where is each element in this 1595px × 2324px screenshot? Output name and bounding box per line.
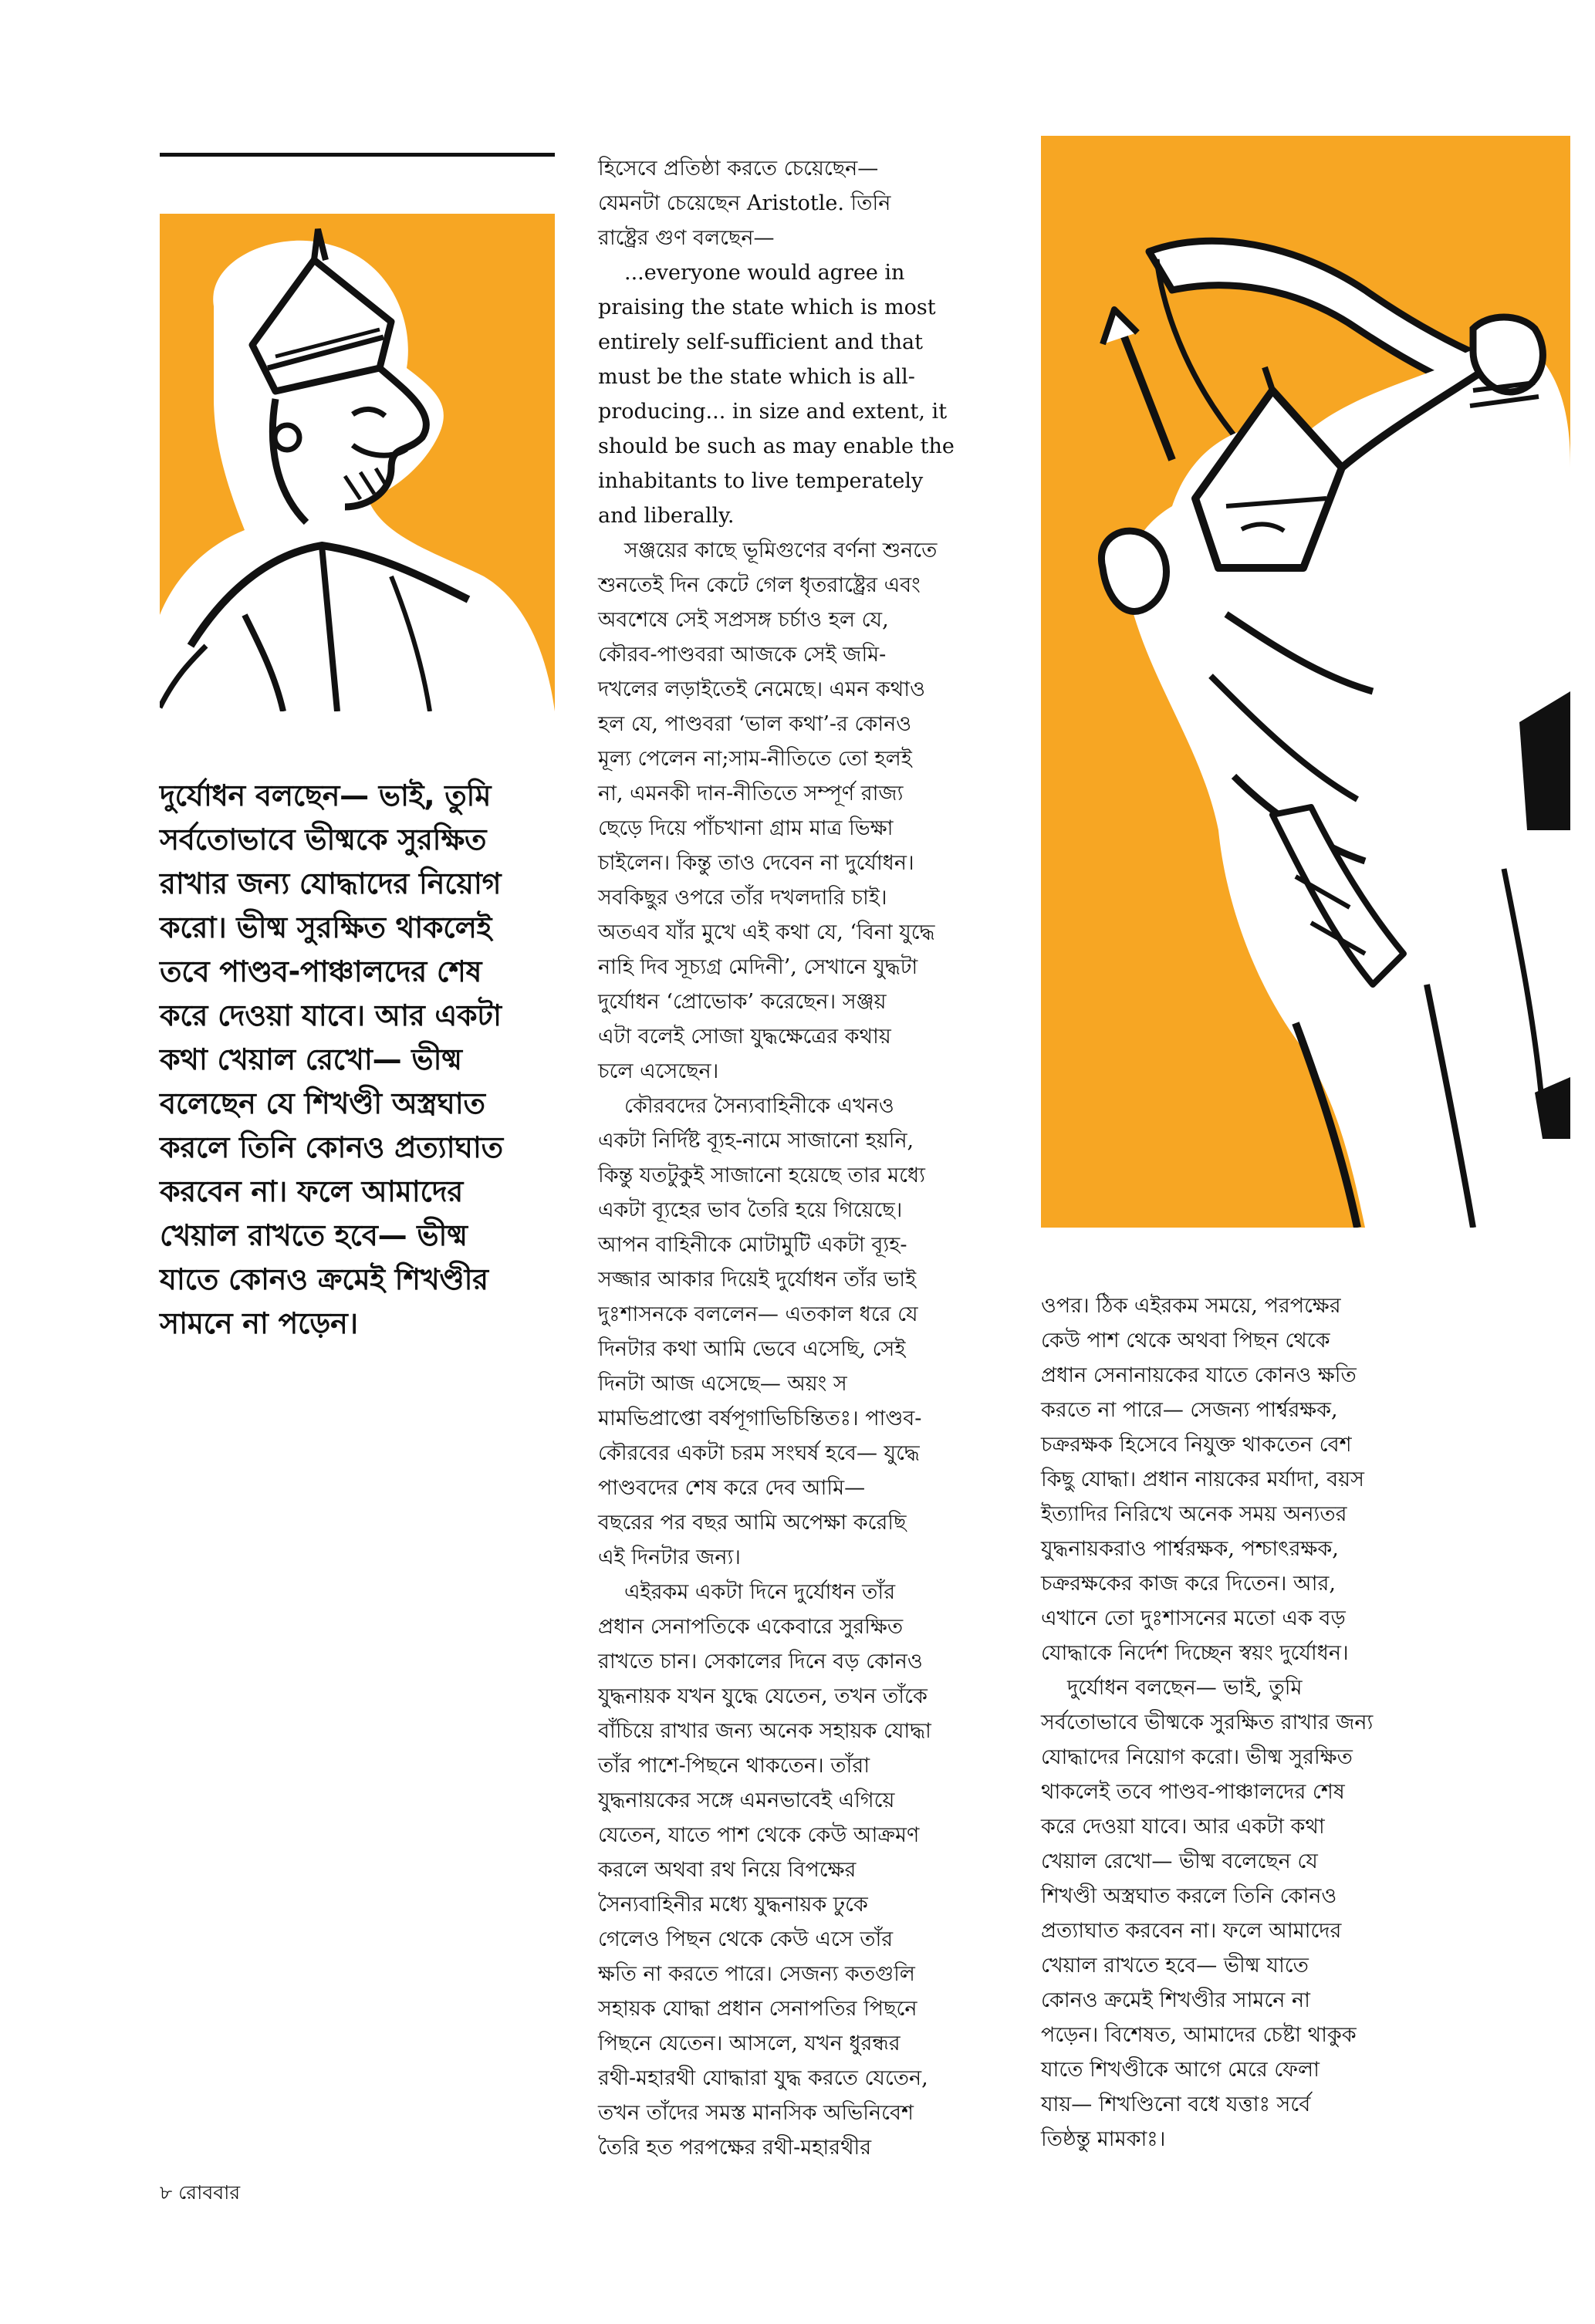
body-text-line: ছেড়ে দিয়ে পাঁচখানা গ্রাম মাত্র ভিক্ষা (598, 816, 894, 840)
pull-quote-line: রাখার জন্য যোদ্ধাদের নিয়োগ (160, 866, 502, 900)
body-text-line: দিনটা আজ এসেছে— অয়ং স (598, 1372, 847, 1396)
body-text-line: সবকিছুর ওপরে তাঁর দখলদারি চাই। (598, 886, 887, 910)
body-text-line: একটা ব্যূহের ভাব তৈরি হয়ে গিয়েছে। (598, 1198, 903, 1222)
pull-quote-line: করবেন না। ফলে আমাদের (160, 1174, 464, 1208)
body-text-line: সৈন্যবাহিনীর মধ্যে যুদ্ধনায়ক ঢুকে (598, 1893, 868, 1917)
body-text-line: ক্ষতি না করতে পারে। সেজন্য কতগুলি (598, 1962, 915, 1986)
body-text-line: গেলেও পিছন থেকে কেউ এসে তাঁর (598, 1927, 894, 1951)
body-text-line: যোদ্ধাদের নিয়োগ করো। ভীষ্ম সুরক্ষিত (1041, 1745, 1353, 1769)
body-text-line: চক্ররক্ষক হিসেবে নিযুক্ত থাকতেন বেশ (1041, 1433, 1352, 1457)
body-text-line: সর্বতোভাবে ভীষ্মকে সুরক্ষিত রাখার জন্য (1041, 1711, 1374, 1735)
quote-text-line: producing... in size and extent, it (598, 400, 948, 424)
warrior-portrait-drawing (160, 214, 555, 711)
body-text-line: নাহি দিব সূচ্যগ্র মেদিনী’, সেখানে যুদ্ধটা (598, 955, 918, 979)
body-text-line: পাণ্ডবদের শেষ করে দেব আমি— (598, 1476, 866, 1500)
quote-text-line: should be such as may enable the (598, 434, 955, 458)
pull-quote-line: বলেছেন যে শিখণ্ডী অস্ত্রঘাত (160, 1086, 485, 1120)
body-text-line: কৌরবদের সৈন্যবাহিনীকে এখনও (624, 1094, 894, 1118)
body-text-line: অতএব যাঁর মুখে এই কথা যে, ‘বিনা যুদ্ধে (598, 920, 935, 944)
body-text-line: ওপর। ঠিক এইরকম সময়ে, পরপক্ষের (1041, 1294, 1341, 1318)
body-text-line: যোদ্ধাকে নির্দেশ দিচ্ছেন স্বয়ং দুর্যোধন। (1041, 1641, 1349, 1665)
quote-text-line: inhabitants to live temperately (598, 469, 924, 493)
body-text-line: দুর্যোধন বলছেন— ভাই, তুমি (1067, 1676, 1303, 1700)
pull-quote-line: করে দেওয়া যাবে। আর একটা (160, 998, 502, 1032)
body-text-line: রাখতে চান। সেকালের দিনে বড় কোনও (598, 1650, 923, 1674)
body-text-line: রথী-মহারথী যোদ্ধারা যুদ্ধ করতে যেতেন, (598, 2066, 928, 2090)
body-text-line: কোনও ক্রমেই শিখণ্ডীর সামনে না (1041, 1988, 1310, 2012)
body-text-line: মূল্য পেলেন না;সাম-নীতিতে তো হলই (598, 747, 912, 771)
quote-text-line: ...everyone would agree in (624, 261, 905, 285)
body-text-line: হল যে, পাণ্ডবরা ‘ভাল কথা’-র কোনও (598, 712, 912, 736)
quote-text-line: must be the state which is all- (598, 365, 915, 389)
body-text-line: কৌরব-পাণ্ডবরা আজকে সেই জমি- (598, 643, 887, 667)
body-text-line: ইত্যাদির নিরিখে অনেক সময় অন্যতর (1041, 1502, 1347, 1526)
body-text-line: সজ্জার আকার দিয়েই দুর্যোধন তাঁর ভাই (598, 1268, 917, 1292)
body-column-middle (598, 151, 999, 2165)
body-text-line: এইরকম একটা দিনে দুর্যোধন তাঁর (624, 1580, 896, 1604)
body-text-line: সহায়ক যোদ্ধা প্রধান সেনাপতির পিছনে (598, 1997, 917, 2021)
body-text-line: তৈরি হত পরপক্ষের রথী-মহারথীর (598, 2136, 872, 2160)
pull-quote-line: খেয়াল রাখতে হবে— ভীষ্ম (160, 1218, 468, 1252)
pull-quote-line: যাতে কোনও ক্রমেই শিখণ্ডীর (160, 1262, 488, 1296)
pull-quote-line: কথা খেয়াল রেখো— ভীষ্ম (160, 1042, 462, 1076)
body-text-line: একটা নির্দিষ্ট ব্যূহ-নামে সাজানো হয়নি, (598, 1129, 914, 1153)
body-text-line: থাকলেই তবে পাণ্ডব-পাঞ্চালদের শেষ (1041, 1780, 1345, 1804)
quote-text-line: praising the state which is most (598, 296, 936, 319)
quote-text-line: entirely self-sufficient and that (598, 330, 923, 354)
pull-quote (160, 774, 561, 1346)
pull-quote-line: দুর্যোধন বলছেন— ভাই, তুমি (160, 779, 492, 812)
body-text-line: করে দেওয়া যাবে। আর একটা কথা (1041, 1815, 1325, 1839)
body-text-line: প্রধান সেনাপতিকে একেবারে সুরক্ষিত (598, 1615, 904, 1639)
body-text-line: এটা বলেই সোজা যুদ্ধক্ষেত্রের কথায় (598, 1025, 891, 1049)
body-text-line: মামভিপ্রাপ্তো বর্ষপূগাভিচিন্তিতঃ। পাণ্ডব- (598, 1407, 922, 1431)
body-text-line: কৌরবের একটা চরম সংঘর্ষ হবে— যুদ্ধে (598, 1441, 920, 1465)
body-column-right (1041, 1289, 1442, 2157)
body-text-line: সঞ্জয়ের কাছে ভূমিগুণের বর্ণনা শুনতে (624, 539, 938, 562)
body-text-line: খেয়াল রেখো— ভীষ্ম বলেছেন যে (1041, 1849, 1318, 1873)
pull-quote-line: করো। ভীষ্ম সুরক্ষিত থাকলেই (160, 910, 492, 944)
page-folio: ৮ রোববার (160, 2181, 241, 2204)
body-text-line: প্রত্যাঘাত করবেন না। ফলে আমাদের (1041, 1919, 1342, 1943)
body-text-line: কিন্তু যতটুকুই সাজানো হয়েছে তার মধ্যে (598, 1164, 925, 1187)
body-text-line: প্রধান সেনানায়কের যাতে কোনও ক্ষতি (1041, 1363, 1357, 1387)
quote-text-line: and liberally. (598, 504, 735, 528)
body-text-line: এই দিনটার জন্য। (598, 1545, 741, 1569)
pull-quote-line: সামনে না পড়েন। (160, 1306, 358, 1340)
body-text-line: আপন বাহিনীকে মোটামুটি একটা ব্যূহ- (598, 1233, 907, 1257)
body-text-line: দখলের লড়াইতেই নেমেছে। এমন কথাও (598, 677, 925, 701)
body-text-line: দুঃশাসনকে বললেন— এতকাল ধরে যে (598, 1302, 918, 1326)
body-text-line: খেয়াল রাখতে হবে— ভীষ্ম যাতে (1041, 1954, 1309, 1978)
body-text-line: দিনটার কথা আমি ভেবে এসেছি, সেই (598, 1337, 906, 1361)
pull-quote-line: সর্বতোভাবে ভীষ্মকে সুরক্ষিত (160, 823, 487, 856)
body-text-line: রাষ্ট্রের গুণ বলছেন— (598, 226, 775, 250)
body-text-line: যাতে শিখণ্ডীকে আগে মেরে ফেলা (1041, 2058, 1320, 2082)
body-text-line: করতে না পারে— সেজন্য পার্শ্বরক্ষক, (1041, 1398, 1338, 1422)
body-text-line: হিসেবে প্রতিষ্ঠা করতে চেয়েছেন— (598, 157, 879, 181)
body-text-line: কেউ পাশ থেকে অথবা পিছন থেকে (1041, 1329, 1330, 1353)
body-text-line: বাঁচিয়ে রাখার জন্য অনেক সহায়ক যোদ্ধা (598, 1719, 931, 1743)
body-text-line: তখন তাঁদের সমস্ত মানসিক অভিনিবেশ (598, 2101, 914, 2125)
body-text-line: চলে এসেছেন। (598, 1059, 719, 1083)
archer-warrior-illustration (1041, 136, 1570, 1228)
body-text-line: তাঁর পাশে-পিছনে থাকতেন। তাঁরা (598, 1754, 870, 1778)
body-text-line: এখানে তো দুঃশাসনের মতো এক বড় (1041, 1606, 1346, 1630)
body-text-line: তিষ্ঠন্তু মামকাঃ। (1041, 2127, 1166, 2151)
body-text-line: দুর্যোধন ‘প্রোভোক’ করেছেন। সঞ্জয় (598, 990, 887, 1014)
body-text-line: যেতেন, যাতে পাশ থেকে কেউ আক্রমণ (598, 1823, 920, 1847)
body-text-line: না, এমনকী দান-নীতিতে সম্পূর্ণ রাজ্য (598, 782, 904, 806)
body-text-line: অবশেষে সেই সপ্রসঙ্গ চর্চাও হল যে, (598, 608, 889, 632)
body-text-line: চক্ররক্ষকের কাজ করে দিতেন। আর, (1041, 1572, 1336, 1596)
body-text-line: যায়— শিখণ্ডিনো বধে যত্তাঃ সর্বে (1041, 2093, 1311, 2116)
body-text-line: যুদ্ধনায়কের সঙ্গে এমনভাবেই এগিয়ে (598, 1789, 895, 1812)
body-text-line: যেমনটা চেয়েছেন Aristotle. তিনি (598, 191, 891, 215)
body-text-line: বছরের পর বছর আমি অপেক্ষা করেছি (598, 1511, 907, 1535)
body-text-line: চাইলেন। কিন্তু তাও দেবেন না দুর্যোধন। (598, 851, 914, 875)
pull-quote-line: করলে তিনি কোনও প্রত্যাঘাত (160, 1130, 503, 1164)
warrior-portrait-illustration (160, 214, 555, 711)
archer-warrior-drawing (1041, 136, 1570, 1228)
body-text-line: শুনতেই দিন কেটে গেল ধৃতরাষ্ট্রের এবং (598, 573, 921, 597)
body-text-line: শিখণ্ডী অস্ত্রঘাত করলে তিনি কোনও (1041, 1884, 1337, 1908)
body-text-line: পিছনে যেতেন। আসলে, যখন ধুরন্ধর (598, 2032, 901, 2055)
body-text-line: করলে অথবা রথ নিয়ে বিপক্ষের (598, 1858, 857, 1882)
top-rule (160, 153, 555, 157)
body-text-line: পড়েন। বিশেষত, আমাদের চেষ্টা থাকুক (1041, 2023, 1357, 2047)
body-text-line: যুদ্ধনায়ক যখন যুদ্ধে যেতেন, তখন তাঁকে (598, 1684, 928, 1708)
body-text-line: যুদ্ধনায়করাও পার্শ্বরক্ষক, পশ্চাৎরক্ষক, (1041, 1537, 1339, 1561)
body-text-line: কিছু যোদ্ধা। প্রধান নায়কের মর্যাদা, বয়স (1041, 1468, 1364, 1491)
pull-quote-line: তবে পাণ্ডব-পাঞ্চালদের শেষ (160, 954, 482, 988)
